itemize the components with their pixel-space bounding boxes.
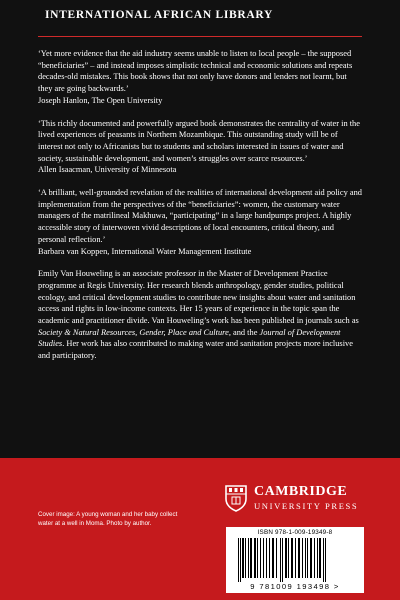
barcode-bar	[257, 538, 258, 578]
barcode-bar	[260, 538, 261, 578]
barcode-bar	[282, 538, 283, 582]
barcode-bar	[263, 538, 264, 578]
barcode-bar	[272, 538, 274, 578]
bio-journal-last: Journal of Development Studies	[38, 327, 341, 349]
publisher-logo	[224, 482, 364, 514]
barcode-bar	[310, 538, 312, 578]
barcode-bar	[269, 538, 270, 578]
endorsement-quote	[38, 187, 362, 257]
barcode-bar	[266, 538, 267, 578]
barcode-bar	[317, 538, 318, 578]
endorsement-quote	[38, 48, 362, 107]
barcode-bar	[276, 538, 277, 578]
barcode-bar	[248, 538, 249, 578]
quote-attribution: Allen Isaacman, University of Minnesota	[38, 165, 177, 175]
barcode-bar	[305, 538, 306, 578]
barcode-bar	[307, 538, 308, 578]
barcode-bar	[250, 538, 252, 578]
barcode-bar	[238, 538, 239, 582]
barcode-bar	[323, 538, 324, 582]
series-header	[0, 0, 400, 30]
header-divider	[38, 36, 362, 37]
barcode-bars	[234, 538, 356, 582]
barcode-bar	[314, 538, 315, 578]
quote-text: ‘This richly documented and powerfully argued book demonstrates the centrality of water in the lived experiences of peasants in Northern Mozambique. This outstanding study will be of interest not only to Africanists but to students and scholars interested in issues of water and society, sustainable development, and women’s struggles over scarce resources.’	[38, 118, 360, 163]
cambridge-crest-icon	[224, 484, 248, 512]
author-bio-text	[38, 268, 362, 362]
barcode-digits: 9 781009 193498 >	[250, 582, 340, 591]
quote-attribution: Joseph Hanlon, The Open University	[38, 95, 163, 105]
back-cover-text	[38, 48, 362, 362]
barcode-bar	[319, 538, 321, 578]
series-title: INTERNATIONAL AFRICAN LIBRARY	[45, 9, 273, 21]
cover-image-credit: Cover image: A young woman and her baby collect water at a well in Moma. Photo by author.	[38, 511, 178, 527]
bio-journals: Society & Natural Resources, Gender, Place and Culture	[38, 327, 229, 337]
barcode-bar	[285, 538, 287, 578]
bio-part: . Her work has also contributed to making water and sanitation projects more inclusive and participatory.	[38, 339, 353, 361]
barcode-bar	[280, 538, 281, 582]
barcode-bar	[254, 538, 256, 578]
barcode-bar	[240, 538, 241, 582]
bio-part: Emily Van Houweling is an associate professor in the Master of Development Practice programme at Regis University. Her research blends anthropology, gender studies, political ecology, and critical development studies to contribute new insights about water and sanitation access and rights in low-income contexts. Her 15 years of experience in the topic span the academic and practitioner divide. Van Houweling’s work has been published in journals such as	[38, 269, 359, 326]
barcode-bar	[288, 538, 289, 578]
barcode-bar	[291, 538, 293, 578]
publisher-name: CAMBRIDGE	[254, 484, 348, 499]
barcode-bar	[295, 538, 296, 578]
author-bio	[38, 268, 362, 362]
barcode-bar	[302, 538, 303, 578]
barcode-bar	[242, 538, 244, 578]
barcode-bar	[298, 538, 300, 578]
quote-attribution: Barbara van Koppen, International Water Management Institute	[38, 246, 252, 256]
bio-part: , and the	[228, 327, 260, 337]
quote-text: ‘Yet more evidence that the aid industry seems unable to listen to local people – the supposed “beneficiaries” – and instead imposes simplistic technical and economic solutions and repeats decades-old mistakes. This book shows that not only have donors and lenders not learnt, but they are going backwards.’	[38, 49, 353, 94]
barcode-bar	[245, 538, 246, 578]
quote-text: ‘A brilliant, well-grounded revelation of the realities of international development aid policy and implementation from the perspectives of the “beneficiaries”: women, the customary water managers of the matrilineal Makhuwa, “participating” in a large handpumps project. A highly accessible story of interwoven vivid descriptions of local encounters, critical theory, and personal reflection.’	[38, 188, 362, 244]
isbn-label: ISBN 978-1-009-19349-8	[257, 529, 333, 536]
endorsement-quote	[38, 118, 362, 177]
barcode-bar	[325, 538, 326, 582]
publisher-subname: UNIVERSITY PRESS	[254, 501, 359, 511]
isbn-barcode	[226, 527, 364, 593]
